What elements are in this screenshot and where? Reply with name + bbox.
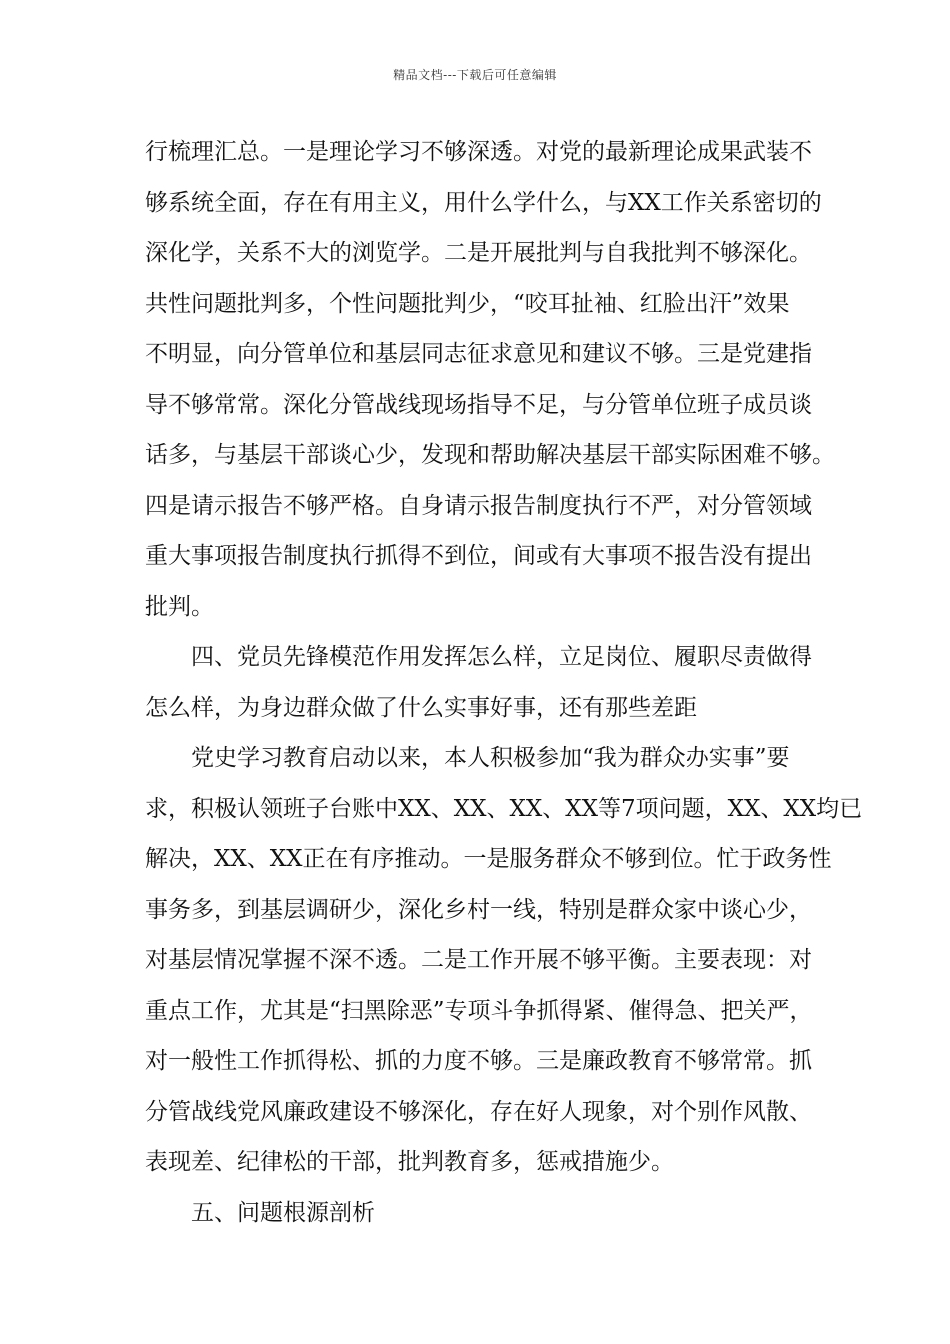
text-line: 够系统全面，存在有用主义，用什么学什么，与XX工作关系密切的 (145, 189, 822, 216)
text-line: 导不够常常。深化分管战线现场指导不足，与分管单位班子成员谈 (145, 391, 812, 418)
text-line: 事务多，到基层调研少，深化乡村一线，特别是群众家中谈心少， (145, 896, 812, 923)
body-text (145, 130, 863, 1241)
text-line: 五、问题根源剖析 (191, 1199, 375, 1226)
text-line: 重点工作，尤其是“扫黑除恶”专项斗争抓得紧、催得急、把关严， (145, 997, 813, 1024)
text-line: 重大事项报告制度执行抓得不到位，间或有大事项不报告没有提出 (145, 543, 812, 569)
text-line: 四是请示报告不够严格。自身请示报告制度执行不严，对分管领域 (145, 492, 812, 519)
text-line: 求，积极认领班子台账中XX、XX、XX、XX等7项问题，XX、XX均已 (145, 795, 863, 822)
text-line: 党史学习教育启动以来，本人积极参加“我为群众办实事”要 (191, 745, 790, 771)
text-line: 对一般性工作抓得松、抓的力度不够。三是廉政教育不够常常。抓 (145, 1048, 812, 1074)
text-line: 不明显，向分管单位和基层同志征求意见和建议不够。三是党建指 (145, 341, 812, 367)
text-line: 深化学，关系不大的浏览学。二是开展批判与自我批判不够深化。 (145, 240, 812, 266)
text-line: 话多，与基层干部谈心少，发现和帮助解决基层干部实际困难不够。 (145, 442, 835, 468)
text-line: 共性问题批判多，个性问题批判少，“咬耳扯袖、红脸出汗”效果 (145, 290, 790, 317)
section-heading-five (145, 1191, 820, 1242)
text-line: 行梳理汇总。一是理论学习不够深透。对党的最新理论成果武装不 (145, 139, 812, 165)
text-line: 四、党员先锋模范作用发挥怎么样，立足岗位、履职尽责做得 (191, 644, 812, 670)
text-line: 分管战线党风廉政建设不够深化，存在好人现象，对个别作风散、 (145, 1098, 812, 1125)
paragraph-continuation (145, 130, 835, 635)
text-line: 对基层情况掌握不深不透。二是工作开展不够平衡。主要表现：对 (145, 947, 812, 973)
page-header: 精品文档---下载后可任意编辑 (393, 68, 557, 82)
paragraph-party-history (145, 736, 863, 1191)
text-line: 怎么样，为身边群众做了什么实事好事，还有那些差距 (145, 694, 697, 721)
text-line: 表现差、纪律松的干部，批判教育多，惩戒措施少。 (145, 1149, 674, 1175)
text-line: 解决，XX、XX正在有序推动。一是服务群众不够到位。忙于政务性 (145, 846, 832, 872)
text-line: 批判。 (145, 593, 214, 620)
section-heading-four (145, 635, 820, 736)
